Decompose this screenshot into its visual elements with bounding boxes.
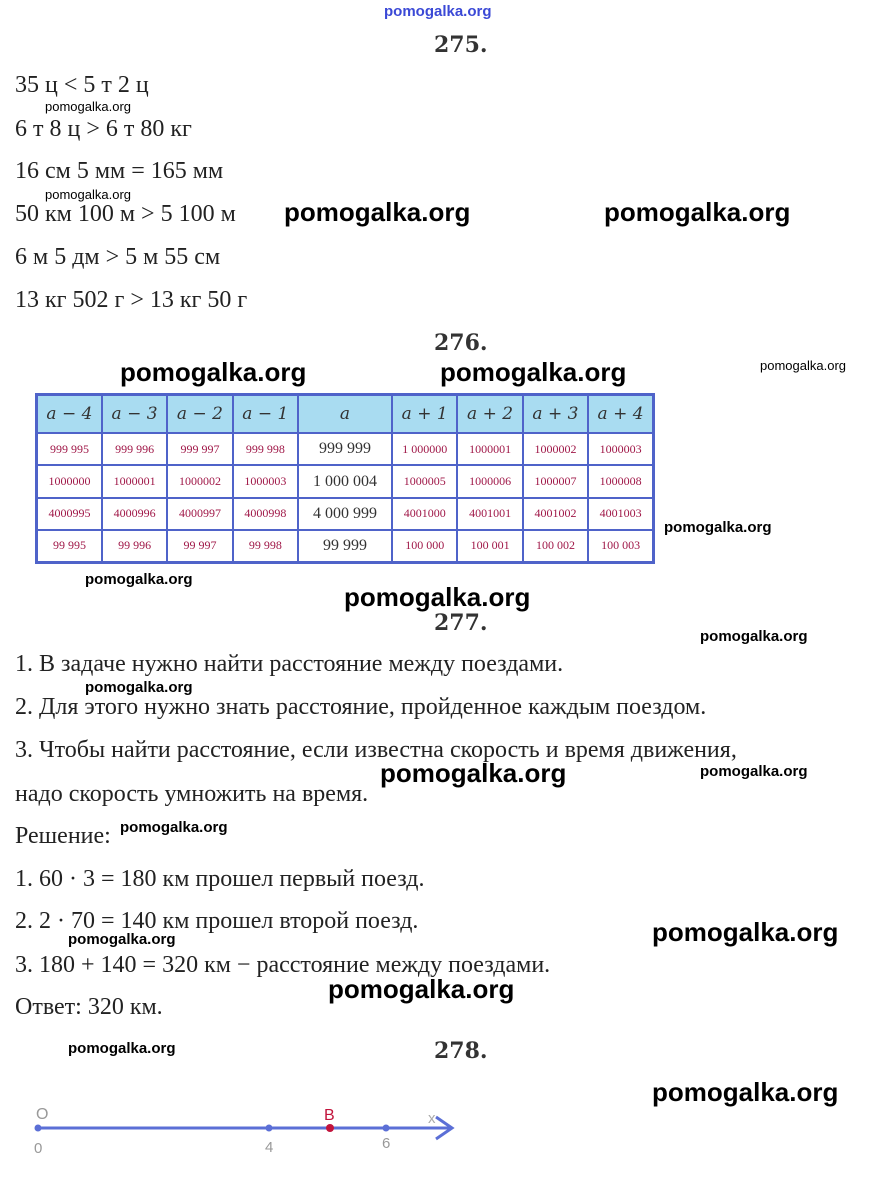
- table-cell: 4001001: [457, 498, 522, 530]
- table-cell: 1 000 004: [298, 465, 392, 497]
- table-cell: 1000001: [102, 465, 167, 497]
- table-cell: 999 999: [298, 433, 392, 465]
- task-275-line-5: 6 м 5 дм > 5 м 55 см: [15, 244, 221, 270]
- table-header-cell: a + 2: [457, 395, 522, 434]
- watermark: pomogalka.org: [120, 819, 228, 836]
- task-275-line-6: 13 кг 502 г > 13 кг 50 г: [15, 287, 248, 313]
- task-275-number: 275.: [434, 32, 488, 58]
- watermark: pomogalka.org: [284, 197, 471, 227]
- table-cell: 99 999: [298, 530, 392, 563]
- table-cell: 1000007: [523, 465, 588, 497]
- table-cell: 1000006: [457, 465, 522, 497]
- table-cell: 4001003: [588, 498, 653, 530]
- table-header-row: [37, 395, 654, 434]
- task-277-number: 277.: [434, 610, 488, 636]
- table-cell: 99 995: [37, 530, 102, 563]
- table-header-cell: a + 1: [392, 395, 457, 434]
- table-cell: 999 998: [233, 433, 298, 465]
- table-cell: 99 997: [167, 530, 232, 563]
- table-header-cell: a + 3: [523, 395, 588, 434]
- table-header-cell: a − 1: [233, 395, 298, 434]
- axis-label: x: [428, 1110, 436, 1127]
- task-275-line-1: 35 ц < 5 т 2 ц: [15, 72, 149, 98]
- watermark: pomogalka.org: [328, 974, 515, 1004]
- tick-label-4: 4: [265, 1139, 274, 1156]
- task-277-line-7: 2. 2 · 70 = 140 км прошел второй поезд.: [15, 908, 419, 934]
- table-row: [37, 498, 654, 530]
- task-277-line-1: 1. В задаче нужно найти расстояние между поездами.: [15, 651, 564, 677]
- number-line: [0, 1095, 884, 1165]
- table-cell: 4000998: [233, 498, 298, 530]
- task-277-line-5: Решение:: [15, 823, 111, 849]
- table-cell: 1000001: [457, 433, 522, 465]
- table-cell: 100 000: [392, 530, 457, 563]
- table-cell: 4000995: [37, 498, 102, 530]
- table-cell: 999 995: [37, 433, 102, 465]
- task-278-number: 278.: [434, 1038, 488, 1064]
- table-header-cell: a − 4: [37, 395, 102, 434]
- watermark-top: pomogalka.org: [384, 3, 492, 20]
- table-cell: 999 997: [167, 433, 232, 465]
- task-277-line-8: 3. 180 + 140 = 320 км − расстояние между поездами.: [15, 952, 551, 978]
- watermark: pomogalka.org: [652, 1077, 839, 1107]
- table-row: [37, 465, 654, 497]
- origin-label: O: [36, 1106, 49, 1123]
- table-cell: 100 001: [457, 530, 522, 563]
- watermark: pomogalka.org: [664, 519, 772, 536]
- watermark: pomogalka.org: [700, 628, 808, 645]
- table-cell: 1000003: [588, 433, 653, 465]
- table-cell: 4001002: [523, 498, 588, 530]
- watermark: pomogalka.org: [45, 99, 131, 114]
- task-277-line-4: надо скорость умножить на время.: [15, 781, 369, 807]
- watermark: pomogalka.org: [68, 931, 176, 948]
- table-cell: 4000997: [167, 498, 232, 530]
- tick-label-0: 0: [34, 1140, 43, 1157]
- task-275-line-4: 50 км 100 м > 5 100 м: [15, 201, 236, 227]
- task-277-line-3: 3. Чтобы найти расстояние, если известна скорость и время движения,: [15, 737, 737, 763]
- table-cell: 1 000000: [392, 433, 457, 465]
- table-header-cell: a: [298, 395, 392, 434]
- watermark: pomogalka.org: [700, 763, 808, 780]
- task-275-line-3: 16 см 5 мм = 165 мм: [15, 158, 224, 184]
- point-4: [266, 1125, 273, 1132]
- origin-point: [35, 1125, 42, 1132]
- table-cell: 99 998: [233, 530, 298, 563]
- table-cell: 99 996: [102, 530, 167, 563]
- table-header-cell: a − 3: [102, 395, 167, 434]
- table-row: [37, 433, 654, 465]
- values-table: [35, 393, 655, 564]
- watermark: pomogalka.org: [68, 1040, 176, 1057]
- table-cell: 999 996: [102, 433, 167, 465]
- watermark: pomogalka.org: [604, 197, 791, 227]
- task-277-line-6: 1. 60 · 3 = 180 км прошел первый поезд.: [15, 866, 425, 892]
- table-cell: 1000008: [588, 465, 653, 497]
- table-cell: 1000003: [233, 465, 298, 497]
- table-cell: 1000005: [392, 465, 457, 497]
- task-275-line-2: 6 т 8 ц > 6 т 80 кг: [15, 116, 192, 142]
- watermark: pomogalka.org: [85, 679, 193, 696]
- point-b: [326, 1124, 334, 1132]
- watermark: pomogalka.org: [344, 582, 531, 612]
- watermark: pomogalka.org: [380, 758, 567, 788]
- watermark: pomogalka.org: [760, 358, 846, 373]
- table-cell: 1000002: [523, 433, 588, 465]
- watermark: pomogalka.org: [45, 187, 131, 202]
- watermark: pomogalka.org: [85, 571, 193, 588]
- table-cell: 4001000: [392, 498, 457, 530]
- table-header-cell: a + 4: [588, 395, 653, 434]
- task-277-line-2: 2. Для этого нужно знать расстояние, пройденное каждым поездом.: [15, 694, 707, 720]
- task-276-number: 276.: [434, 330, 488, 356]
- table-cell: 100 003: [588, 530, 653, 563]
- table-cell: 100 002: [523, 530, 588, 563]
- table-row: [37, 530, 654, 563]
- point-b-label: B: [324, 1107, 335, 1124]
- table-header-cell: a − 2: [167, 395, 232, 434]
- tick-label-6: 6: [382, 1135, 391, 1152]
- table-cell: 1000002: [167, 465, 232, 497]
- point-6: [383, 1125, 390, 1132]
- task-277-answer: Ответ: 320 км.: [15, 994, 163, 1020]
- watermark: pomogalka.org: [120, 357, 307, 387]
- table-cell: 1000000: [37, 465, 102, 497]
- watermark: pomogalka.org: [652, 917, 839, 947]
- table-cell: 4 000 999: [298, 498, 392, 530]
- watermark: pomogalka.org: [440, 357, 627, 387]
- table-cell: 4000996: [102, 498, 167, 530]
